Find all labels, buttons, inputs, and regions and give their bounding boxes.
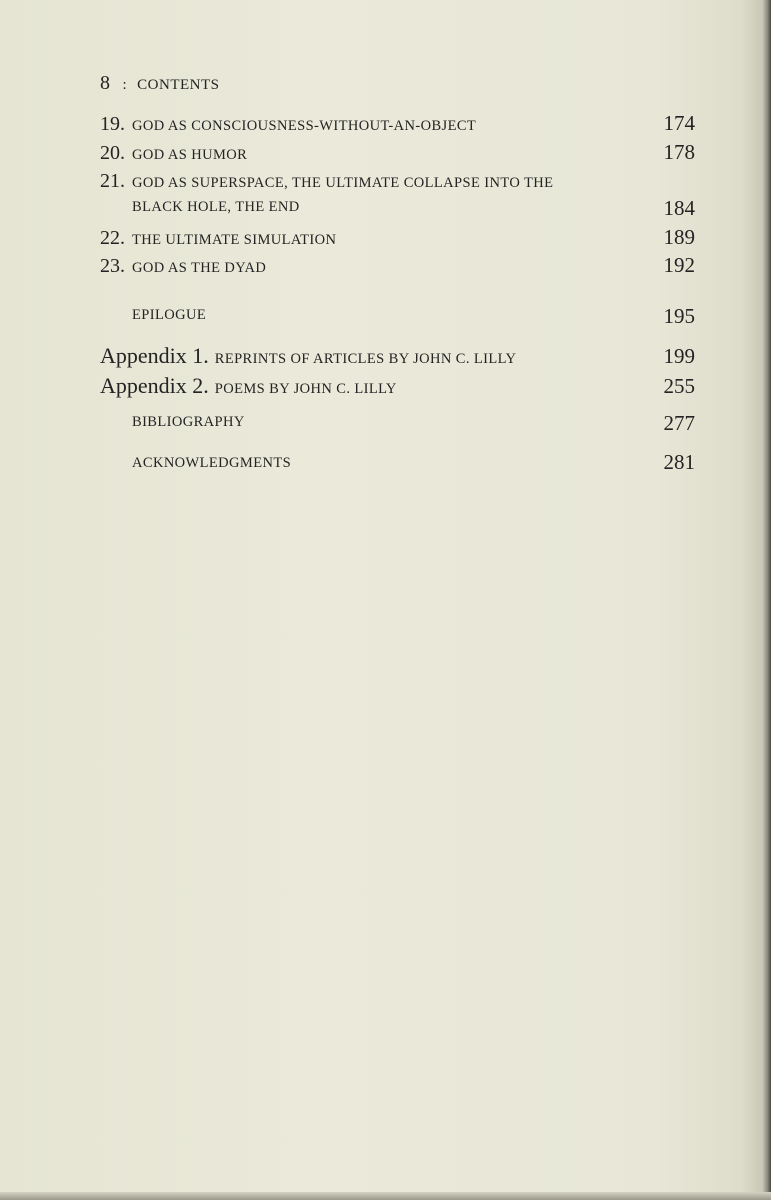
toc-entry-22 [100,227,336,250]
page-number: 277 [663,411,695,435]
page-number: 192 [663,253,695,277]
chapter-title: GOD AS SUPERSPACE, THE ULTIMATE COLLAPSE INTO THE [132,175,554,191]
toc-entry-bibliography [132,413,245,431]
chapter-title: THE ULTIMATE SIMULATION [132,232,337,248]
chapter-number: 22. [100,227,125,249]
toc-entry-epilogue [132,306,206,324]
page-number: 178 [663,140,695,164]
page-folio: 8 [100,72,111,94]
acknowledgments-title: ACKNOWLEDGMENTS [132,455,292,471]
toc-entry-23 [100,255,266,278]
toc-entry-appendix-2 [100,373,397,399]
chapter-title-continued: BLACK HOLE, THE END [132,199,300,215]
header-title: CONTENTS [137,77,220,93]
page-number: 184 [663,196,695,220]
page-number: 189 [663,225,695,249]
toc-entry-21 [100,170,553,193]
running-header [100,72,220,95]
chapter-number: 19. [100,113,125,135]
page-number: 174 [663,111,695,135]
page-bottom-edge [0,1192,771,1200]
chapter-number: 21. [100,170,125,192]
page-number: 281 [663,450,695,474]
chapter-number: 23. [100,255,125,277]
header-separator: : [122,77,128,93]
appendix-title: POEMS BY JOHN C. LILLY [214,381,397,397]
toc-entry-appendix-1 [100,343,516,369]
toc-entry-acknowledgments [132,454,291,472]
appendix-prefix: Appendix 2. [100,373,209,398]
page-number: 195 [663,304,695,328]
page-edge-shadow [762,0,771,1200]
epilogue-title: EPILOGUE [132,307,207,323]
page-number: 255 [663,374,695,398]
toc-entry-20 [100,142,247,165]
appendix-prefix: Appendix 1. [100,343,209,368]
bibliography-title: BIBLIOGRAPHY [132,414,245,430]
page-number: 199 [663,344,695,368]
chapter-title: GOD AS CONSCIOUSNESS-WITHOUT-AN-OBJECT [132,118,477,134]
chapter-number: 20. [100,142,125,164]
appendix-title: REPRINTS OF ARTICLES BY JOHN C. LILLY [214,351,517,367]
toc-entry-21-continued [132,198,300,216]
chapter-title: GOD AS HUMOR [132,147,248,163]
chapter-title: GOD AS THE DYAD [132,260,267,276]
toc-entry-19 [100,113,476,136]
